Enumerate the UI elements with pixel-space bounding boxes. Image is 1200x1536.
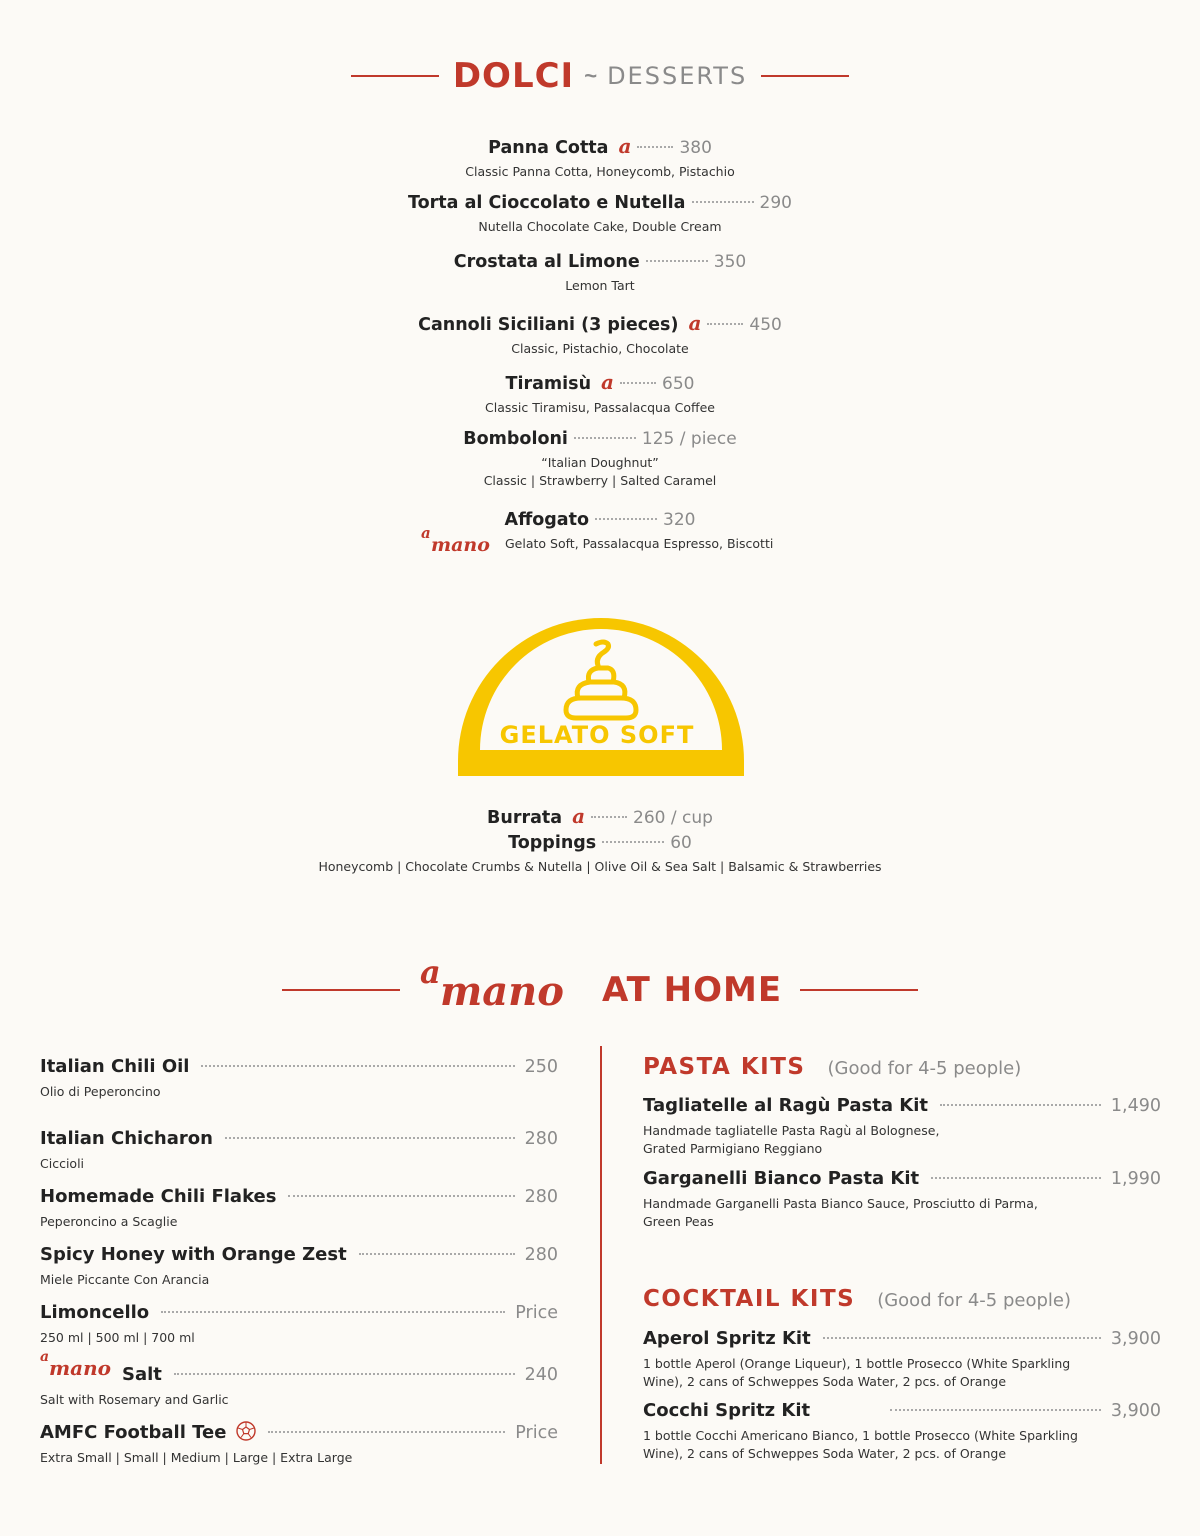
item-description: Grated Parmigiano Reggiano <box>643 1141 823 1156</box>
amano-logo: a mano <box>421 524 490 556</box>
item-description: Peperoncino a Scaglie <box>40 1214 178 1229</box>
item-description: Wine), 2 cans of Schweppes Soda Water, 2 pcs. of Orange <box>643 1446 1007 1461</box>
dolci-header <box>0 56 1200 96</box>
item-price: 125 / piece <box>641 429 737 449</box>
item-description: Miele Piccante Con Arancia <box>40 1272 210 1287</box>
menu-item <box>40 1418 558 1467</box>
item-name: Toppings <box>508 833 597 853</box>
item-name: Garganelli Bianco Pasta Kit <box>643 1168 920 1189</box>
menu-item <box>643 1095 1161 1158</box>
menu-item <box>40 1128 558 1173</box>
menu-item <box>40 1349 558 1409</box>
menu-item <box>643 1168 1161 1231</box>
item-name: Cannoli Siciliani (3 pieces) <box>418 315 679 335</box>
divider <box>761 75 849 77</box>
item-price: 450 <box>749 315 782 335</box>
section-title: AT HOME <box>601 970 783 1010</box>
kit-title: COCKTAIL KITS <box>643 1286 856 1312</box>
item-price: 1,990 <box>1110 1169 1161 1189</box>
item-name: Bomboloni <box>463 429 568 449</box>
item-name: Spicy Honey with Orange Zest <box>40 1244 347 1265</box>
item-name: Italian Chili Oil <box>40 1056 190 1077</box>
item-variants: Classic | Strawberry | Salted Caramel <box>483 473 717 488</box>
item-price: 1,490 <box>1110 1096 1161 1116</box>
menu-item <box>643 1328 1161 1391</box>
gelato-sign-text: GELATO SOFT <box>499 721 695 749</box>
item-description: Classic Panna Cotta, Honeycomb, Pistachio <box>465 164 735 179</box>
divider <box>800 989 918 991</box>
item-price: 240 <box>524 1365 558 1385</box>
item-name: Salt <box>122 1364 162 1385</box>
item-name: Tagliatelle al Ragù Pasta Kit <box>643 1095 928 1116</box>
item-description: Green Peas <box>643 1214 714 1229</box>
item-description: Lemon Tart <box>565 278 635 293</box>
item-price: Price <box>515 1303 558 1323</box>
item-description: “Italian Doughnut” <box>541 455 659 470</box>
pasta-kits-header <box>643 1054 1021 1080</box>
item-name: Cocchi Spritz Kit <box>643 1400 811 1421</box>
item-description: 1 bottle Cocchi Americano Bianco, 1 bottle Prosecco (White Sparkling <box>643 1428 1078 1443</box>
item-name: Italian Chicharon <box>40 1128 213 1149</box>
item-description: Classic Tiramisu, Passalacqua Coffee <box>485 400 715 415</box>
at-home-header <box>0 953 1200 1018</box>
section-subtitle: DESSERTS <box>607 62 748 90</box>
menu-item <box>0 134 1200 181</box>
item-description: Gelato Soft, Passalacqua Espresso, Biscotti <box>505 536 774 551</box>
amano-logo: a mano <box>40 1349 112 1380</box>
item-price: 3,900 <box>1110 1401 1161 1421</box>
column-divider <box>600 1046 602 1464</box>
item-description: Wine), 2 cans of Schweppes Soda Water, 2 pcs. of Orange <box>643 1374 1007 1389</box>
item-description: Handmade tagliatelle Pasta Ragù al Bolognese, <box>643 1123 940 1138</box>
item-price: 350 <box>713 252 747 272</box>
amano-mark-icon: a <box>688 311 702 335</box>
item-price: 650 <box>662 374 695 394</box>
item-description: Classic, Pistachio, Chocolate <box>511 341 689 356</box>
kit-subtitle: (Good for 4-5 people) <box>877 1290 1071 1311</box>
item-description: Olio di Peperoncino <box>40 1084 161 1099</box>
football-icon <box>236 1421 256 1441</box>
item-price: 260 / cup <box>633 808 713 828</box>
item-description: 1 bottle Aperol (Orange Liqueur), 1 bottle Prosecco (White Sparkling <box>643 1356 1071 1371</box>
item-price: 280 <box>524 1129 558 1149</box>
item-name: Crostata al Limone <box>453 252 640 272</box>
tilde-separator: ~ <box>584 63 598 88</box>
item-description: Nutella Chocolate Cake, Double Cream <box>478 219 722 234</box>
toppings-list: Honeycomb | Chocolate Crumbs & Nutella | Olive Oil & Sea Salt | Balsamic & Strawberries <box>318 859 882 874</box>
item-description: 250 ml | 500 ml | 700 ml <box>40 1330 195 1345</box>
menu-item <box>0 252 1200 295</box>
item-price: 280 <box>524 1187 558 1207</box>
item-name: Torta al Cioccolato e Nutella <box>408 193 686 213</box>
menu-item <box>40 1244 558 1289</box>
item-description: Ciccioli <box>40 1156 85 1171</box>
item-price: 290 <box>759 193 792 213</box>
menu-item <box>643 1400 1161 1463</box>
item-name: Limoncello <box>40 1302 150 1323</box>
menu-item <box>0 804 1200 828</box>
cocktail-kits-header <box>643 1286 1071 1312</box>
item-price: 60 <box>670 833 692 853</box>
item-price: 320 <box>663 510 696 530</box>
menu-item <box>0 193 1200 236</box>
item-name: AMFC Football Tee <box>40 1422 227 1443</box>
section-title: DOLCI <box>452 56 575 96</box>
menu-item <box>0 833 1200 876</box>
item-description: Salt with Rosemary and Garlic <box>40 1392 229 1407</box>
amano-mark-icon: a <box>601 370 614 394</box>
kit-subtitle: (Good for 4-5 people) <box>827 1058 1022 1079</box>
menu-item <box>0 429 1200 490</box>
item-description: Extra Small | Small | Medium | Large | Extra Large <box>40 1450 353 1465</box>
item-price: 3,900 <box>1110 1329 1161 1349</box>
item-price: 250 <box>524 1057 558 1077</box>
menu-item <box>40 1302 558 1347</box>
menu-item <box>40 1186 558 1231</box>
item-price: 280 <box>524 1245 558 1265</box>
amano-logo: a mano <box>419 953 564 1015</box>
item-price: Price <box>515 1423 558 1443</box>
kit-title: PASTA KITS <box>643 1054 806 1080</box>
item-name: Panna Cotta <box>488 138 609 158</box>
gelato-soft-sign <box>458 618 744 776</box>
item-description: Handmade Garganelli Pasta Bianco Sauce, Prosciutto di Parma, <box>643 1196 1038 1211</box>
amano-mark-icon: a <box>618 134 632 158</box>
item-name: Burrata <box>487 808 563 828</box>
menu-item <box>0 311 1200 358</box>
item-price: 380 <box>679 138 712 158</box>
menu-item <box>0 370 1200 417</box>
divider <box>282 989 400 991</box>
menu-item <box>40 1056 558 1101</box>
amano-mark-icon: a <box>572 804 586 828</box>
item-name: Affogato <box>504 510 589 530</box>
item-name: Homemade Chili Flakes <box>40 1186 277 1207</box>
item-name: Aperol Spritz Kit <box>643 1328 811 1349</box>
divider <box>351 75 439 77</box>
item-name: Tiramisù <box>505 374 592 394</box>
menu-item <box>0 510 1200 530</box>
